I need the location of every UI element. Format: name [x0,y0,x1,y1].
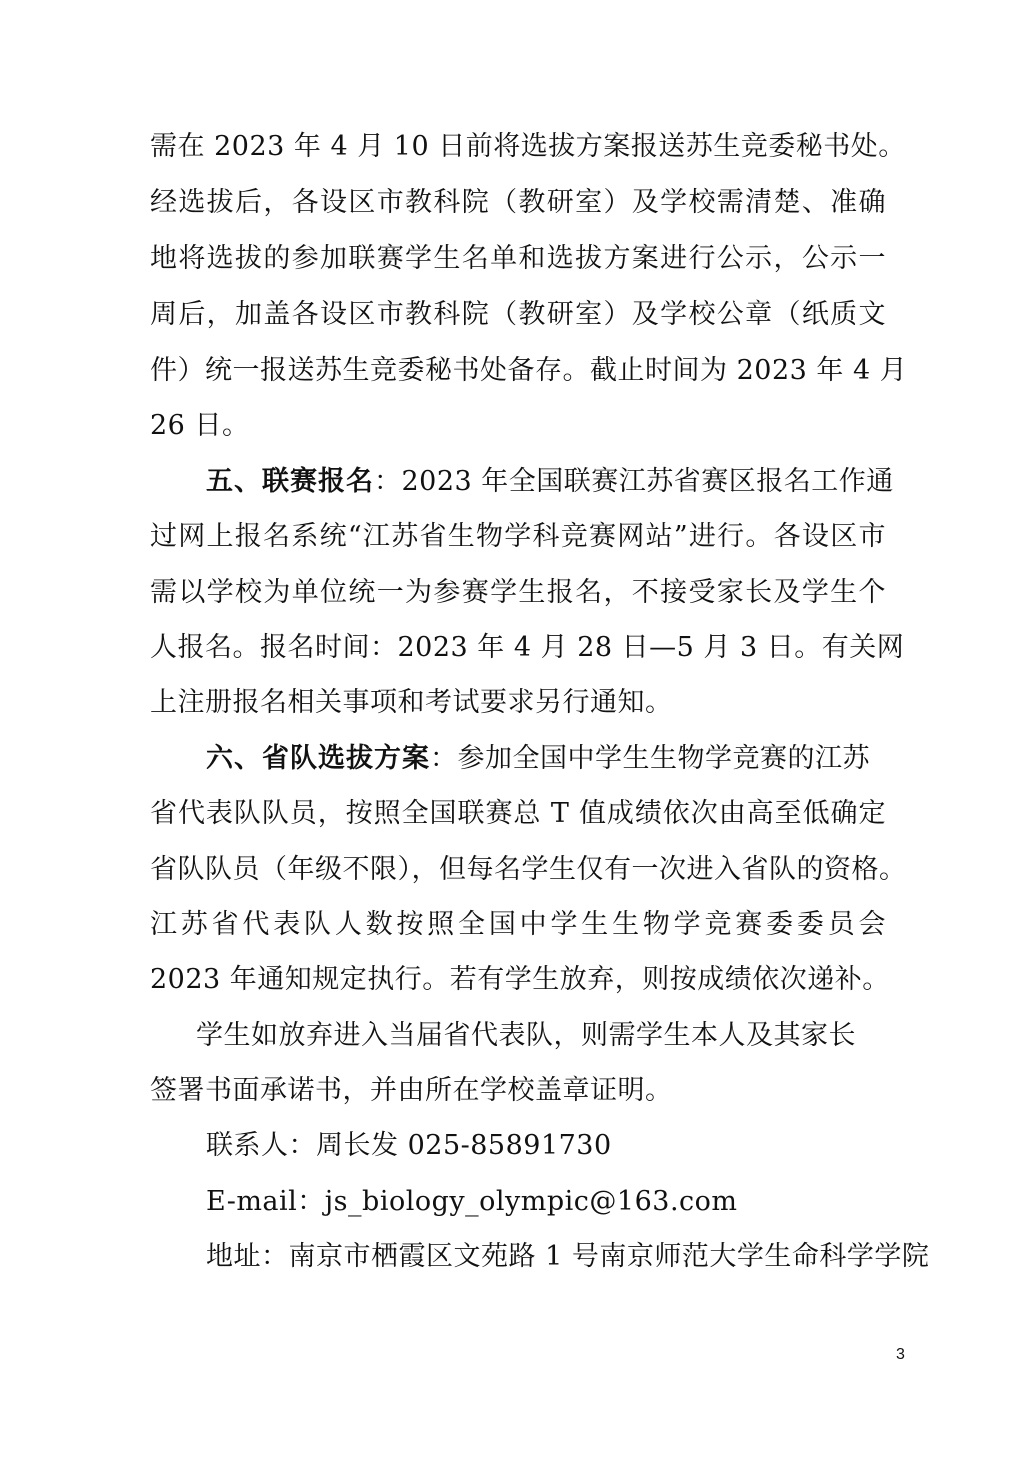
section-6-text: ：参加全国中学生生物学竞赛的江苏 [430,743,870,774]
paragraph-line: 地将选拔的参加联赛学生名单和选拔方案进行公示，公示一 [150,243,886,274]
paragraph-line: 26 日。 [150,410,250,441]
paragraph-line: 2023 年通知规定执行。若有学生放弃，则按成绩依次递补。 [150,964,890,995]
paragraph-line: 过网上报名系统“江苏省生物学科竞赛网站”进行。各设区市 [150,521,886,552]
page-number: 3 [896,1346,905,1363]
paragraph-line: 人报名。报名时间：2023 年 4 月 28 日—5 月 3 日。有关网 [150,632,905,663]
contact-person: 联系人：周长发 025-85891730 [206,1130,612,1161]
paragraph-line: 需在 2023 年 4 月 10 日前将选拔方案报送苏生竞委秘书处。 [150,131,906,162]
paragraph-line: 学生如放弃进入当届省代表队，则需学生本人及其家长 [196,1020,856,1051]
paragraph-line: 件）统一报送苏生竞委秘书处备存。截止时间为 2023 年 4 月 [150,355,908,386]
section-6-heading: 六、省队选拔方案 [206,743,430,774]
paragraph-line: 省队队员（年级不限），但每名学生仅有一次进入省队的资格。 [150,854,907,885]
contact-email: E-mail：js_biology_olympic@163.com [206,1186,738,1217]
section-5-text: ：2023 年全国联赛江苏省赛区报名工作通 [374,466,894,497]
paragraph-line: 周后，加盖各设区市教科院（教研室）及学校公章（纸质文 [150,299,886,330]
contact-address: 地址：南京市栖霞区文苑路 1 号南京师范大学生命科学学院 [206,1241,930,1272]
section-5-first-line [206,462,894,502]
paragraph-line: 签署书面承诺书，并由所在学校盖章证明。 [150,1075,673,1106]
section-5-heading: 五、联赛报名 [206,466,374,497]
paragraph-line: 省代表队队员，按照全国联赛总 T 值成绩依次由高至低确定 [150,798,886,829]
section-6-first-line [206,739,886,779]
paragraph-line: 经选拔后，各设区市教科院（教研室）及学校需清楚、准确 [150,187,886,218]
paragraph-line: 需以学校为单位统一为参赛学生报名，不接受家长及学生个 [150,577,886,608]
paragraph-line: 江苏省代表队人数按照全国中学生生物学竞赛委委员会 [150,909,886,940]
paragraph-line: 上注册报名相关事项和考试要求另行通知。 [150,687,673,718]
